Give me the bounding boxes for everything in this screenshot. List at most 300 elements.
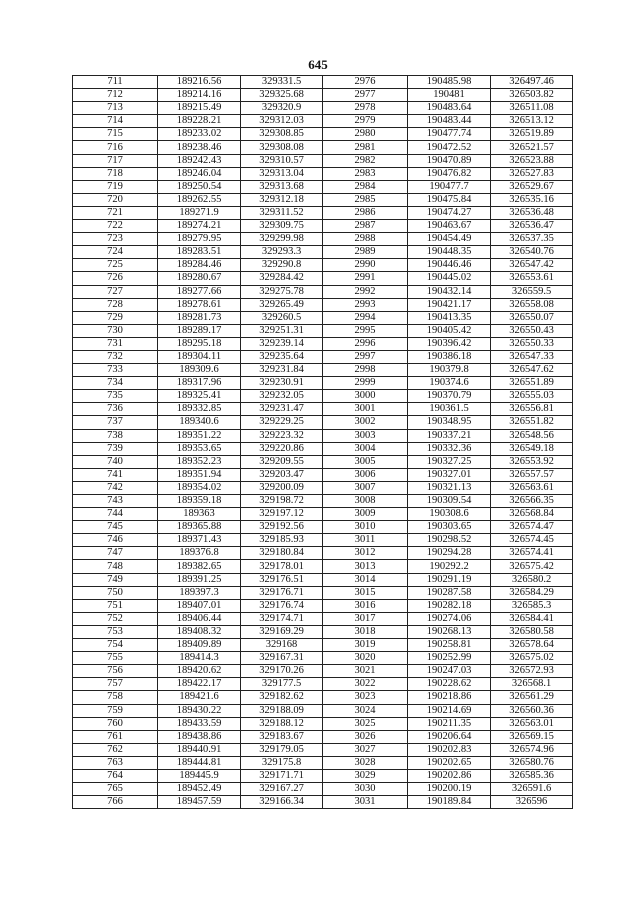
table-row [73,717,573,730]
point-number-right: 3028 [323,756,408,769]
point-number-right: 2985 [323,193,408,206]
x-coordinate-left: 189445.9 [158,769,241,782]
table-row [73,233,573,246]
x-coordinate-left: 189281.73 [158,311,241,324]
table-row [73,89,573,102]
y-coordinate-right: 326563.01 [491,717,573,730]
table-row [73,167,573,180]
x-coordinate-right: 190446.46 [408,259,491,272]
x-coordinate-left: 189278.61 [158,298,241,311]
x-coordinate-left: 189359.18 [158,495,241,508]
point-number-right: 2997 [323,350,408,363]
point-number-right: 2982 [323,154,408,167]
y-coordinate-right: 326596 [491,796,573,809]
x-coordinate-right: 190308.6 [408,508,491,521]
point-number-left: 751 [73,599,158,612]
page-number: 645 [308,57,328,72]
point-number-left: 712 [73,89,158,102]
table-row [73,76,573,89]
x-coordinate-left: 189317.96 [158,377,241,390]
x-coordinate-left: 189422.17 [158,678,241,691]
x-coordinate-right: 190348.95 [408,416,491,429]
y-coordinate-right: 326566.35 [491,495,573,508]
x-coordinate-right: 190413.35 [408,311,491,324]
table-row [73,285,573,298]
y-coordinate-left: 329308.08 [241,141,323,154]
point-number-left: 724 [73,246,158,259]
x-coordinate-right: 190445.02 [408,272,491,285]
point-number-left: 746 [73,534,158,547]
x-coordinate-left: 189433.59 [158,717,241,730]
point-number-right: 3022 [323,678,408,691]
point-number-right: 3012 [323,547,408,560]
point-number-left: 717 [73,154,158,167]
y-coordinate-left: 329209.55 [241,455,323,468]
point-number-right: 2994 [323,311,408,324]
point-number-right: 3018 [323,625,408,638]
x-coordinate-right: 190202.83 [408,743,491,756]
table-row [73,193,573,206]
y-coordinate-right: 326585.3 [491,599,573,612]
point-number-left: 745 [73,521,158,534]
x-coordinate-right: 190405.42 [408,324,491,337]
table-row [73,783,573,796]
x-coordinate-left: 189391.25 [158,573,241,586]
point-number-right: 3015 [323,586,408,599]
table-row [73,128,573,141]
y-coordinate-right: 326553.61 [491,272,573,285]
y-coordinate-right: 326523.88 [491,154,573,167]
point-number-left: 754 [73,639,158,652]
y-coordinate-right: 326529.67 [491,180,573,193]
point-number-right: 2979 [323,115,408,128]
y-coordinate-left: 329182.62 [241,691,323,704]
point-number-right: 2999 [323,377,408,390]
x-coordinate-right: 190472.52 [408,141,491,154]
x-coordinate-left: 189284.46 [158,259,241,272]
x-coordinate-left: 189351.22 [158,429,241,442]
x-coordinate-left: 189371.43 [158,534,241,547]
table-row [73,115,573,128]
y-coordinate-right: 326519.89 [491,128,573,141]
x-coordinate-right: 190291.19 [408,573,491,586]
y-coordinate-left: 329231.84 [241,364,323,377]
x-coordinate-right: 190211.35 [408,717,491,730]
point-number-right: 3030 [323,783,408,796]
x-coordinate-left: 189283.51 [158,246,241,259]
x-coordinate-right: 190361.5 [408,403,491,416]
point-number-left: 723 [73,233,158,246]
y-coordinate-left: 329179.05 [241,743,323,756]
point-number-left: 737 [73,416,158,429]
y-coordinate-right: 326535.16 [491,193,573,206]
point-number-right: 2992 [323,285,408,298]
y-coordinate-left: 329166.34 [241,796,323,809]
x-coordinate-left: 189409.89 [158,639,241,652]
point-number-left: 736 [73,403,158,416]
y-coordinate-right: 326540.76 [491,246,573,259]
x-coordinate-right: 190379.8 [408,364,491,377]
x-coordinate-left: 189262.55 [158,193,241,206]
x-coordinate-right: 190268.13 [408,625,491,638]
y-coordinate-right: 326560.36 [491,704,573,717]
y-coordinate-right: 326568.1 [491,678,573,691]
table-row [73,756,573,769]
point-number-right: 3027 [323,743,408,756]
point-number-right: 3005 [323,455,408,468]
point-number-right: 2981 [323,141,408,154]
y-coordinate-right: 326569.15 [491,730,573,743]
x-coordinate-left: 189438.86 [158,730,241,743]
point-number-right: 2990 [323,259,408,272]
table-row [73,246,573,259]
y-coordinate-left: 329232.05 [241,390,323,403]
x-coordinate-right: 190274.06 [408,612,491,625]
x-coordinate-left: 189289.17 [158,324,241,337]
point-number-left: 725 [73,259,158,272]
x-coordinate-left: 189271.9 [158,206,241,219]
y-coordinate-right: 326557.57 [491,468,573,481]
point-number-left: 757 [73,678,158,691]
point-number-right: 3017 [323,612,408,625]
x-coordinate-left: 189246.04 [158,167,241,180]
table-row [73,495,573,508]
y-coordinate-right: 326521.57 [491,141,573,154]
x-coordinate-left: 189365.88 [158,521,241,534]
x-coordinate-left: 189352.23 [158,455,241,468]
point-number-left: 735 [73,390,158,403]
y-coordinate-left: 329311.52 [241,206,323,219]
table-row [73,350,573,363]
x-coordinate-left: 189325.41 [158,390,241,403]
point-number-right: 3014 [323,573,408,586]
y-coordinate-left: 329180.84 [241,547,323,560]
y-coordinate-left: 329177.5 [241,678,323,691]
y-coordinate-left: 329290.8 [241,259,323,272]
y-coordinate-right: 326550.07 [491,311,573,324]
x-coordinate-right: 190327.01 [408,468,491,481]
y-coordinate-right: 326547.33 [491,350,573,363]
point-number-left: 711 [73,76,158,89]
point-number-right: 3003 [323,429,408,442]
x-coordinate-right: 190332.36 [408,442,491,455]
y-coordinate-right: 326547.62 [491,364,573,377]
point-number-left: 741 [73,468,158,481]
y-coordinate-left: 329170.26 [241,665,323,678]
x-coordinate-right: 190298.52 [408,534,491,547]
y-coordinate-right: 326503.82 [491,89,573,102]
y-coordinate-left: 329176.51 [241,573,323,586]
y-coordinate-right: 326574.41 [491,547,573,560]
x-coordinate-left: 189406.44 [158,612,241,625]
x-coordinate-left: 189452.49 [158,783,241,796]
point-number-left: 758 [73,691,158,704]
y-coordinate-right: 326558.08 [491,298,573,311]
y-coordinate-left: 329188.09 [241,704,323,717]
point-number-left: 748 [73,560,158,573]
point-number-right: 2983 [323,167,408,180]
x-coordinate-left: 189444.81 [158,756,241,769]
x-coordinate-right: 190252.99 [408,652,491,665]
y-coordinate-left: 329230.91 [241,377,323,390]
y-coordinate-left: 329265.49 [241,298,323,311]
point-number-right: 3011 [323,534,408,547]
point-number-right: 3031 [323,796,408,809]
y-coordinate-right: 326547.42 [491,259,573,272]
x-coordinate-right: 190485.98 [408,76,491,89]
y-coordinate-left: 329167.27 [241,783,323,796]
table-row [73,311,573,324]
x-coordinate-right: 190327.25 [408,455,491,468]
point-number-right: 2988 [323,233,408,246]
table-row [73,377,573,390]
x-coordinate-right: 190202.65 [408,756,491,769]
x-coordinate-right: 190294.28 [408,547,491,560]
y-coordinate-right: 326561.29 [491,691,573,704]
x-coordinate-right: 190218.86 [408,691,491,704]
y-coordinate-left: 329260.5 [241,311,323,324]
point-number-left: 731 [73,337,158,350]
x-coordinate-left: 189363 [158,508,241,521]
x-coordinate-left: 189354.02 [158,481,241,494]
point-number-left: 743 [73,495,158,508]
y-coordinate-left: 329192.56 [241,521,323,534]
table-row [73,769,573,782]
point-number-right: 2989 [323,246,408,259]
point-number-right: 2998 [323,364,408,377]
point-number-right: 3013 [323,560,408,573]
y-coordinate-right: 326563.61 [491,481,573,494]
x-coordinate-right: 190396.42 [408,337,491,350]
point-number-left: 720 [73,193,158,206]
point-number-left: 728 [73,298,158,311]
table-row [73,220,573,233]
point-number-right: 2984 [323,180,408,193]
y-coordinate-left: 329185.93 [241,534,323,547]
y-coordinate-left: 329309.75 [241,220,323,233]
point-number-left: 749 [73,573,158,586]
table-row [73,403,573,416]
y-coordinate-right: 326574.45 [491,534,573,547]
table-row [73,416,573,429]
point-number-right: 3029 [323,769,408,782]
point-number-left: 714 [73,115,158,128]
table-row [73,573,573,586]
y-coordinate-right: 326551.89 [491,377,573,390]
point-number-left: 713 [73,102,158,115]
y-coordinate-right: 326575.02 [491,652,573,665]
point-number-right: 2995 [323,324,408,337]
point-number-left: 747 [73,547,158,560]
x-coordinate-left: 189295.18 [158,337,241,350]
y-coordinate-left: 329200.09 [241,481,323,494]
point-number-left: 763 [73,756,158,769]
table-row [73,691,573,704]
x-coordinate-right: 190321.13 [408,481,491,494]
table-row [73,259,573,272]
x-coordinate-left: 189397.3 [158,586,241,599]
y-coordinate-left: 329231.47 [241,403,323,416]
point-number-right: 3021 [323,665,408,678]
y-coordinate-right: 326553.92 [491,455,573,468]
x-coordinate-right: 190483.44 [408,115,491,128]
y-coordinate-left: 329178.01 [241,560,323,573]
table-row [73,508,573,521]
table-row [73,652,573,665]
y-coordinate-left: 329183.67 [241,730,323,743]
y-coordinate-left: 329284.42 [241,272,323,285]
point-number-right: 3004 [323,442,408,455]
y-coordinate-left: 329223.32 [241,429,323,442]
y-coordinate-left: 329251.31 [241,324,323,337]
point-number-left: 738 [73,429,158,442]
point-number-left: 750 [73,586,158,599]
x-coordinate-right: 190370.79 [408,390,491,403]
x-coordinate-right: 190292.2 [408,560,491,573]
table-row [73,625,573,638]
x-coordinate-left: 189215.49 [158,102,241,115]
point-number-right: 2976 [323,76,408,89]
point-number-left: 732 [73,350,158,363]
table-row [73,206,573,219]
point-number-right: 3010 [323,521,408,534]
x-coordinate-right: 190476.82 [408,167,491,180]
point-number-left: 729 [73,311,158,324]
point-number-right: 3001 [323,403,408,416]
y-coordinate-left: 329169.29 [241,625,323,638]
y-coordinate-right: 326497.46 [491,76,573,89]
y-coordinate-right: 326513.12 [491,115,573,128]
table-row [73,521,573,534]
x-coordinate-right: 190206.64 [408,730,491,743]
x-coordinate-left: 189214.16 [158,89,241,102]
point-number-left: 740 [73,455,158,468]
y-coordinate-right: 326580.2 [491,573,573,586]
y-coordinate-right: 326568.84 [491,508,573,521]
point-number-right: 3025 [323,717,408,730]
y-coordinate-right: 326572.93 [491,665,573,678]
point-number-right: 3019 [323,639,408,652]
y-coordinate-left: 329197.12 [241,508,323,521]
x-coordinate-left: 189233.02 [158,128,241,141]
x-coordinate-left: 189353.65 [158,442,241,455]
point-number-right: 2993 [323,298,408,311]
x-coordinate-left: 189280.67 [158,272,241,285]
x-coordinate-right: 190386.18 [408,350,491,363]
y-coordinate-left: 329308.85 [241,128,323,141]
table-row [73,796,573,809]
point-number-right: 3024 [323,704,408,717]
x-coordinate-left: 189274.21 [158,220,241,233]
table-row [73,665,573,678]
y-coordinate-left: 329313.68 [241,180,323,193]
x-coordinate-left: 189242.43 [158,154,241,167]
point-number-right: 3009 [323,508,408,521]
point-number-right: 2996 [323,337,408,350]
x-coordinate-left: 189279.95 [158,233,241,246]
point-number-right: 3006 [323,468,408,481]
table-row [73,481,573,494]
y-coordinate-right: 326580.76 [491,756,573,769]
table-row [73,639,573,652]
x-coordinate-right: 190477.74 [408,128,491,141]
table-row [73,337,573,350]
x-coordinate-right: 190189.84 [408,796,491,809]
point-number-right: 3023 [323,691,408,704]
y-coordinate-right: 326536.47 [491,220,573,233]
y-coordinate-right: 326574.47 [491,521,573,534]
x-coordinate-right: 190421.17 [408,298,491,311]
y-coordinate-left: 329198.72 [241,495,323,508]
table-row [73,612,573,625]
y-coordinate-right: 326584.41 [491,612,573,625]
x-coordinate-right: 190475.84 [408,193,491,206]
y-coordinate-right: 326575.42 [491,560,573,573]
y-coordinate-right: 326580.58 [491,625,573,638]
table-row [73,141,573,154]
x-coordinate-right: 190481 [408,89,491,102]
x-coordinate-left: 189407.01 [158,599,241,612]
table-row [73,468,573,481]
x-coordinate-right: 190374.6 [408,377,491,390]
x-coordinate-right: 190448.35 [408,246,491,259]
x-coordinate-left: 189414.3 [158,652,241,665]
point-number-left: 764 [73,769,158,782]
point-number-left: 762 [73,743,158,756]
table-row [73,298,573,311]
table-row [73,154,573,167]
point-number-left: 744 [73,508,158,521]
table-row [73,678,573,691]
x-coordinate-left: 189457.59 [158,796,241,809]
y-coordinate-left: 329275.78 [241,285,323,298]
point-number-right: 2980 [323,128,408,141]
point-number-left: 721 [73,206,158,219]
x-coordinate-right: 190474.27 [408,206,491,219]
x-coordinate-left: 189430.22 [158,704,241,717]
point-number-left: 716 [73,141,158,154]
y-coordinate-left: 329203.47 [241,468,323,481]
table-row [73,180,573,193]
y-coordinate-right: 326511.08 [491,102,573,115]
table-row [73,547,573,560]
y-coordinate-right: 326555.03 [491,390,573,403]
x-coordinate-right: 190477.7 [408,180,491,193]
x-coordinate-right: 190483.64 [408,102,491,115]
table-row [73,364,573,377]
y-coordinate-left: 329331.5 [241,76,323,89]
y-coordinate-right: 326556.81 [491,403,573,416]
table-row [73,324,573,337]
y-coordinate-right: 326585.36 [491,769,573,782]
x-coordinate-right: 190247.03 [408,665,491,678]
point-number-right: 2978 [323,102,408,115]
table-row [73,390,573,403]
point-number-left: 765 [73,783,158,796]
x-coordinate-right: 190228.62 [408,678,491,691]
y-coordinate-left: 329313.04 [241,167,323,180]
y-coordinate-left: 329176.71 [241,586,323,599]
x-coordinate-right: 190454.49 [408,233,491,246]
x-coordinate-right: 190287.58 [408,586,491,599]
point-number-left: 730 [73,324,158,337]
point-number-left: 734 [73,377,158,390]
y-coordinate-left: 329171.71 [241,769,323,782]
x-coordinate-right: 190463.67 [408,220,491,233]
x-coordinate-left: 189332.85 [158,403,241,416]
y-coordinate-right: 326551.82 [491,416,573,429]
point-number-right: 2987 [323,220,408,233]
